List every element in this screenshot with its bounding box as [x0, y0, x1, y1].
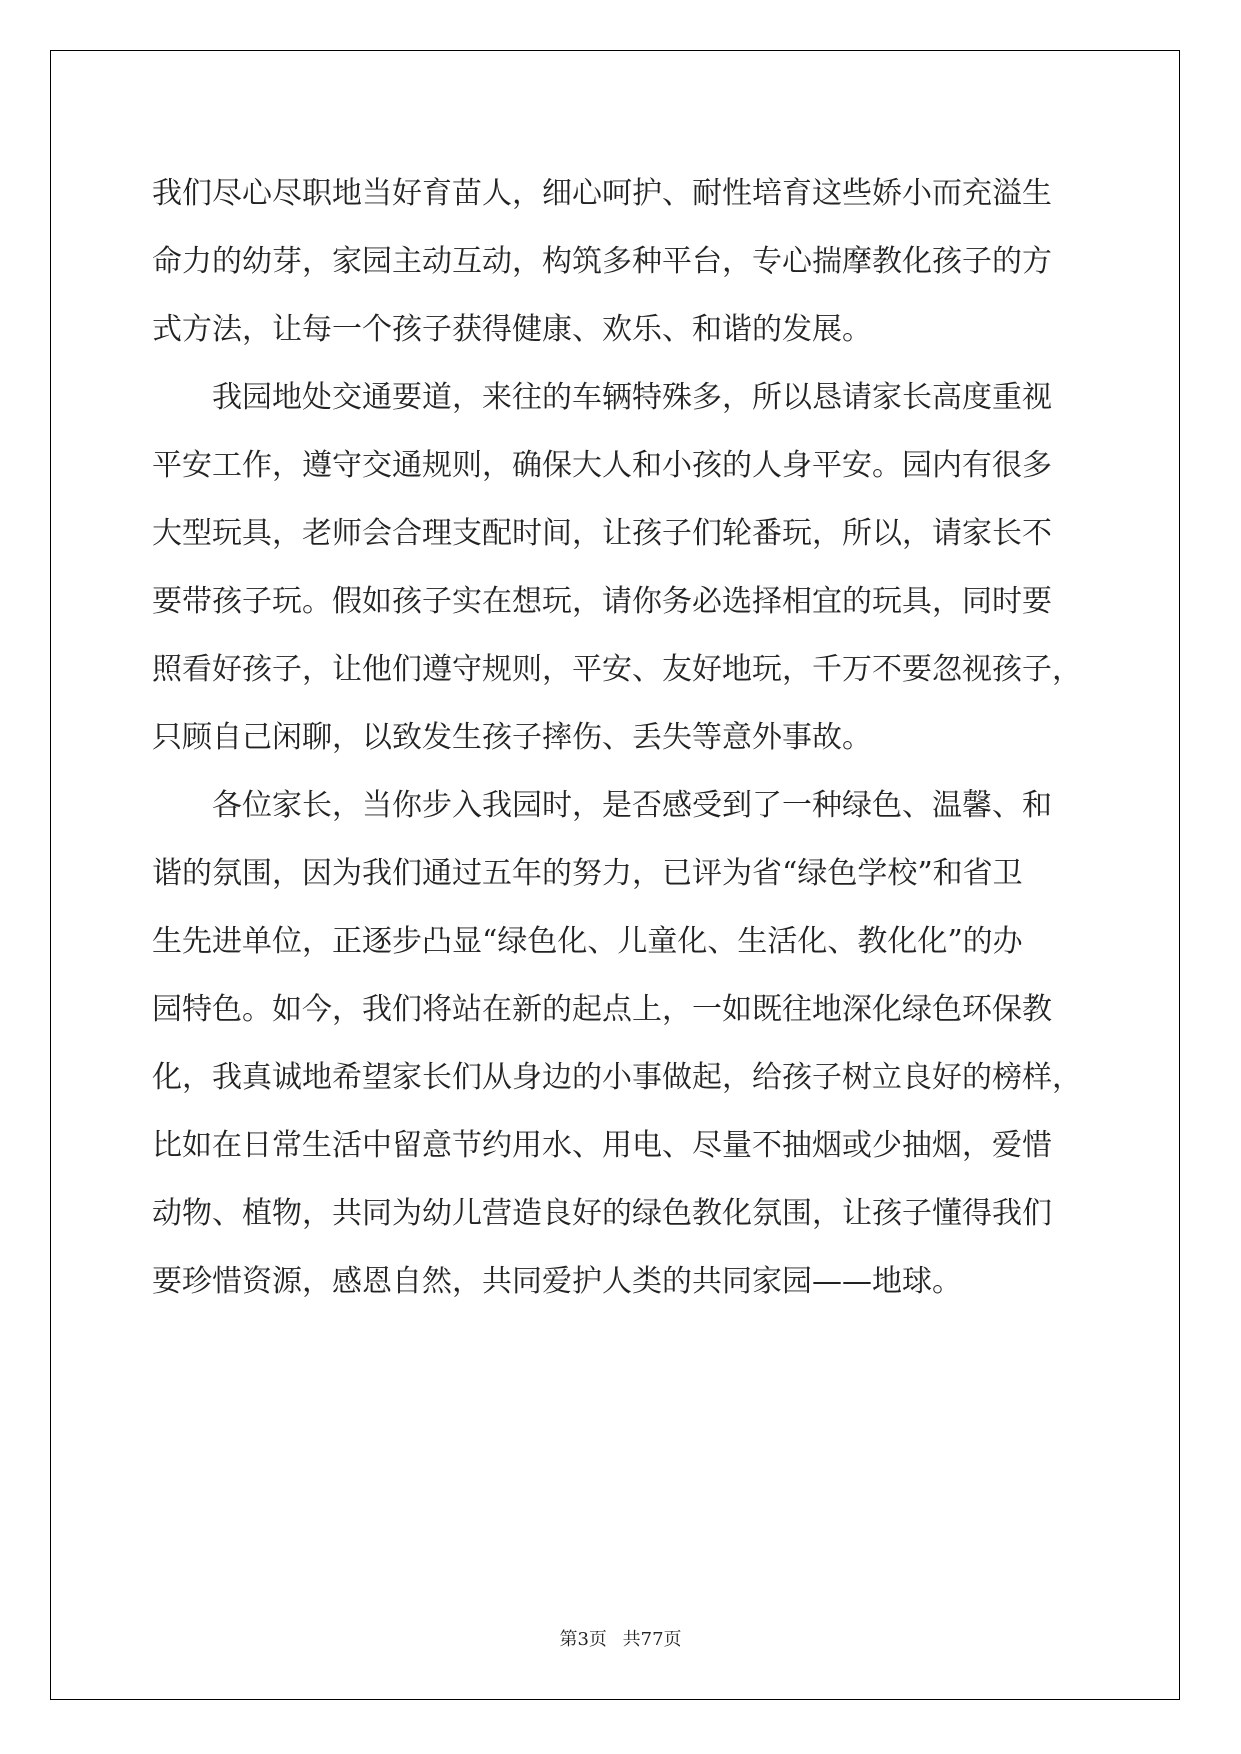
page-total: 共77页 [622, 1629, 682, 1650]
text-line: 只顾自己闲聊，以致发生孩子摔伤、丢失等意外事故。 [152, 720, 872, 755]
text-line: 我园地处交通要道，来往的车辆特殊多，所以恳请家长高度重视 [152, 380, 1052, 415]
text-line: 要带孩子玩。假如孩子实在想玩，请你务必选择相宜的玩具，同时要 [152, 584, 1052, 619]
text-line: 比如在日常生活中留意节约用水、用电、尽量不抽烟或少抽烟，爱惜 [152, 1128, 1052, 1163]
text-line: 动物、植物，共同为幼儿营造良好的绿色教化氛围，让孩子懂得我们 [152, 1196, 1052, 1231]
text-line: 大型玩具，老师会合理支配时间，让孩子们轮番玩，所以，请家长不 [152, 516, 1052, 551]
page-footer [0, 1625, 1241, 1651]
text-line: 要珍惜资源，感恩自然，共同爱护人类的共同家园——地球。 [152, 1264, 962, 1299]
text-line: 园特色。如今，我们将站在新的起点上，一如既往地深化绿色环保教 [152, 992, 1052, 1027]
text-line: 式方法，让每一个孩子获得健康、欢乐、和谐的发展。 [152, 312, 872, 347]
text-line: 平安工作，遵守交通规则，确保大人和小孩的人身平安。园内有很多 [152, 448, 1052, 483]
text-line: 谐的氛围，因为我们通过五年的努力，已评为省“绿色学校”和省卫 [152, 856, 1023, 891]
text-line: 我们尽心尽职地当好育苗人，细心呵护、耐性培育这些娇小而充溢生 [152, 176, 1052, 211]
text-line: 化，我真诚地希望家长们从身边的小事做起，给孩子树立良好的榜样， [152, 1060, 1082, 1095]
text-line: 照看好孩子，让他们遵守规则，平安、友好地玩，千万不要忽视孩子， [152, 652, 1082, 687]
text-line: 生先进单位，正逐步凸显“绿色化、儿童化、生活化、教化化”的办 [152, 924, 1023, 959]
page-number: 第3页 [559, 1629, 607, 1650]
text-line: 各位家长，当你步入我园时，是否感受到了一种绿色、温馨、和 [152, 788, 1052, 823]
document-body [152, 160, 1092, 1316]
text-line: 命力的幼芽，家园主动互动，构筑多种平台，专心揣摩教化孩子的方 [152, 244, 1052, 279]
